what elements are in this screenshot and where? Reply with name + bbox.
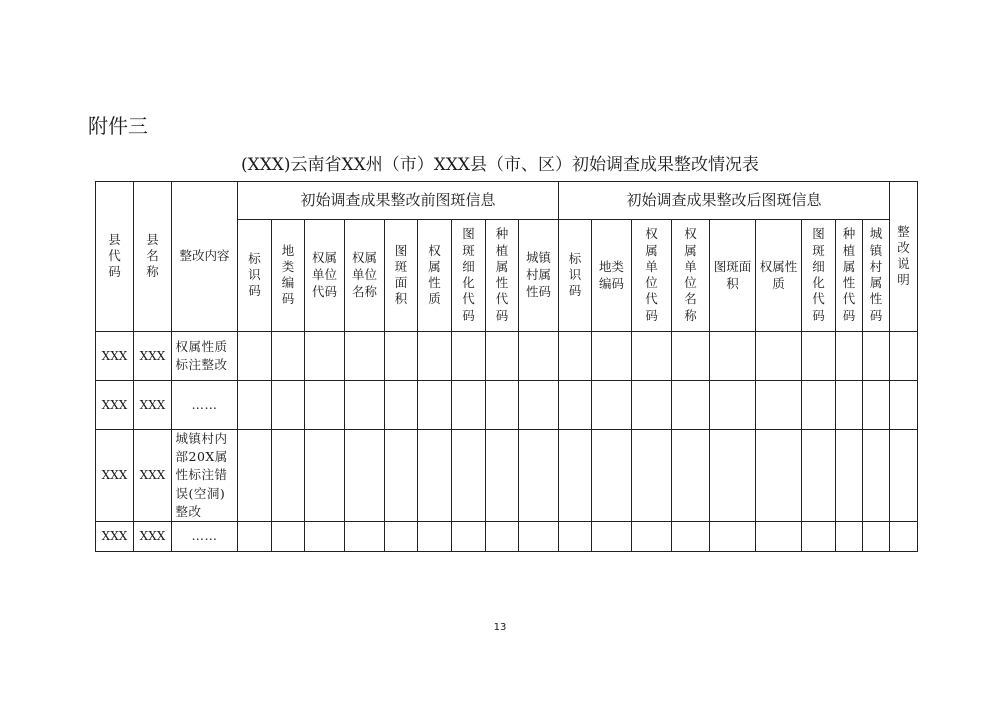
table-title: (XXX)云南省XX州（市）XXX县（市、区）初始调查成果整改情况表 [240, 155, 760, 175]
after-col-header: 标识码 [559, 220, 592, 332]
header-group-after: 初始调查成果整改后图斑信息 [559, 182, 890, 220]
after-col-header: 种植属性代码 [836, 220, 863, 332]
row-county-name: XXX [134, 522, 172, 552]
row-content: …… [172, 522, 238, 552]
before-col-header: 城镇村属性码 [519, 220, 559, 332]
table-row [96, 381, 918, 430]
before-col-header: 权属单位名称 [345, 220, 385, 332]
row-county-code: XXX [96, 381, 134, 430]
row-content: …… [172, 381, 238, 430]
after-col-header: 权属单位名称 [672, 220, 710, 332]
before-col-header: 种植属性代码 [486, 220, 519, 332]
row-county-name: XXX [134, 332, 172, 381]
after-col-header: 城镇村属性码 [863, 220, 890, 332]
before-col-header: 权属单位代码 [305, 220, 345, 332]
before-col-header: 图斑细化代码 [452, 220, 486, 332]
header-group-before: 初始调查成果整改前图斑信息 [238, 182, 559, 220]
row-content: 城镇村内部20X属性标注错误(空洞)整改 [172, 430, 238, 522]
after-col-header: 权属性质 [756, 220, 802, 332]
table-row [96, 430, 918, 522]
header-county-code: 县代码 [96, 182, 134, 332]
attachment-label: 附件三 [88, 114, 148, 138]
row-county-code: XXX [96, 430, 134, 522]
after-col-header: 权属单位代码 [632, 220, 672, 332]
before-col-header: 权属性质 [418, 220, 452, 332]
rectification-table [95, 181, 918, 552]
table-row [96, 522, 918, 552]
before-col-header: 图斑面积 [385, 220, 418, 332]
table-row [96, 332, 918, 381]
page-number: 13 [493, 622, 507, 633]
row-county-name: XXX [134, 430, 172, 522]
header-county-name: 县名称 [134, 182, 172, 332]
header-content: 整改内容 [172, 182, 238, 332]
row-county-code: XXX [96, 332, 134, 381]
row-content: 权属性质标注整改 [172, 332, 238, 381]
row-county-code: XXX [96, 522, 134, 552]
row-county-name: XXX [134, 381, 172, 430]
before-col-header: 地类编码 [272, 220, 305, 332]
header-remark: 整改说明 [890, 182, 918, 332]
after-col-header: 图斑细化代码 [802, 220, 836, 332]
after-col-header: 图斑面积 [710, 220, 756, 332]
before-col-header: 标识码 [238, 220, 272, 332]
after-col-header: 地类编码 [592, 220, 632, 332]
